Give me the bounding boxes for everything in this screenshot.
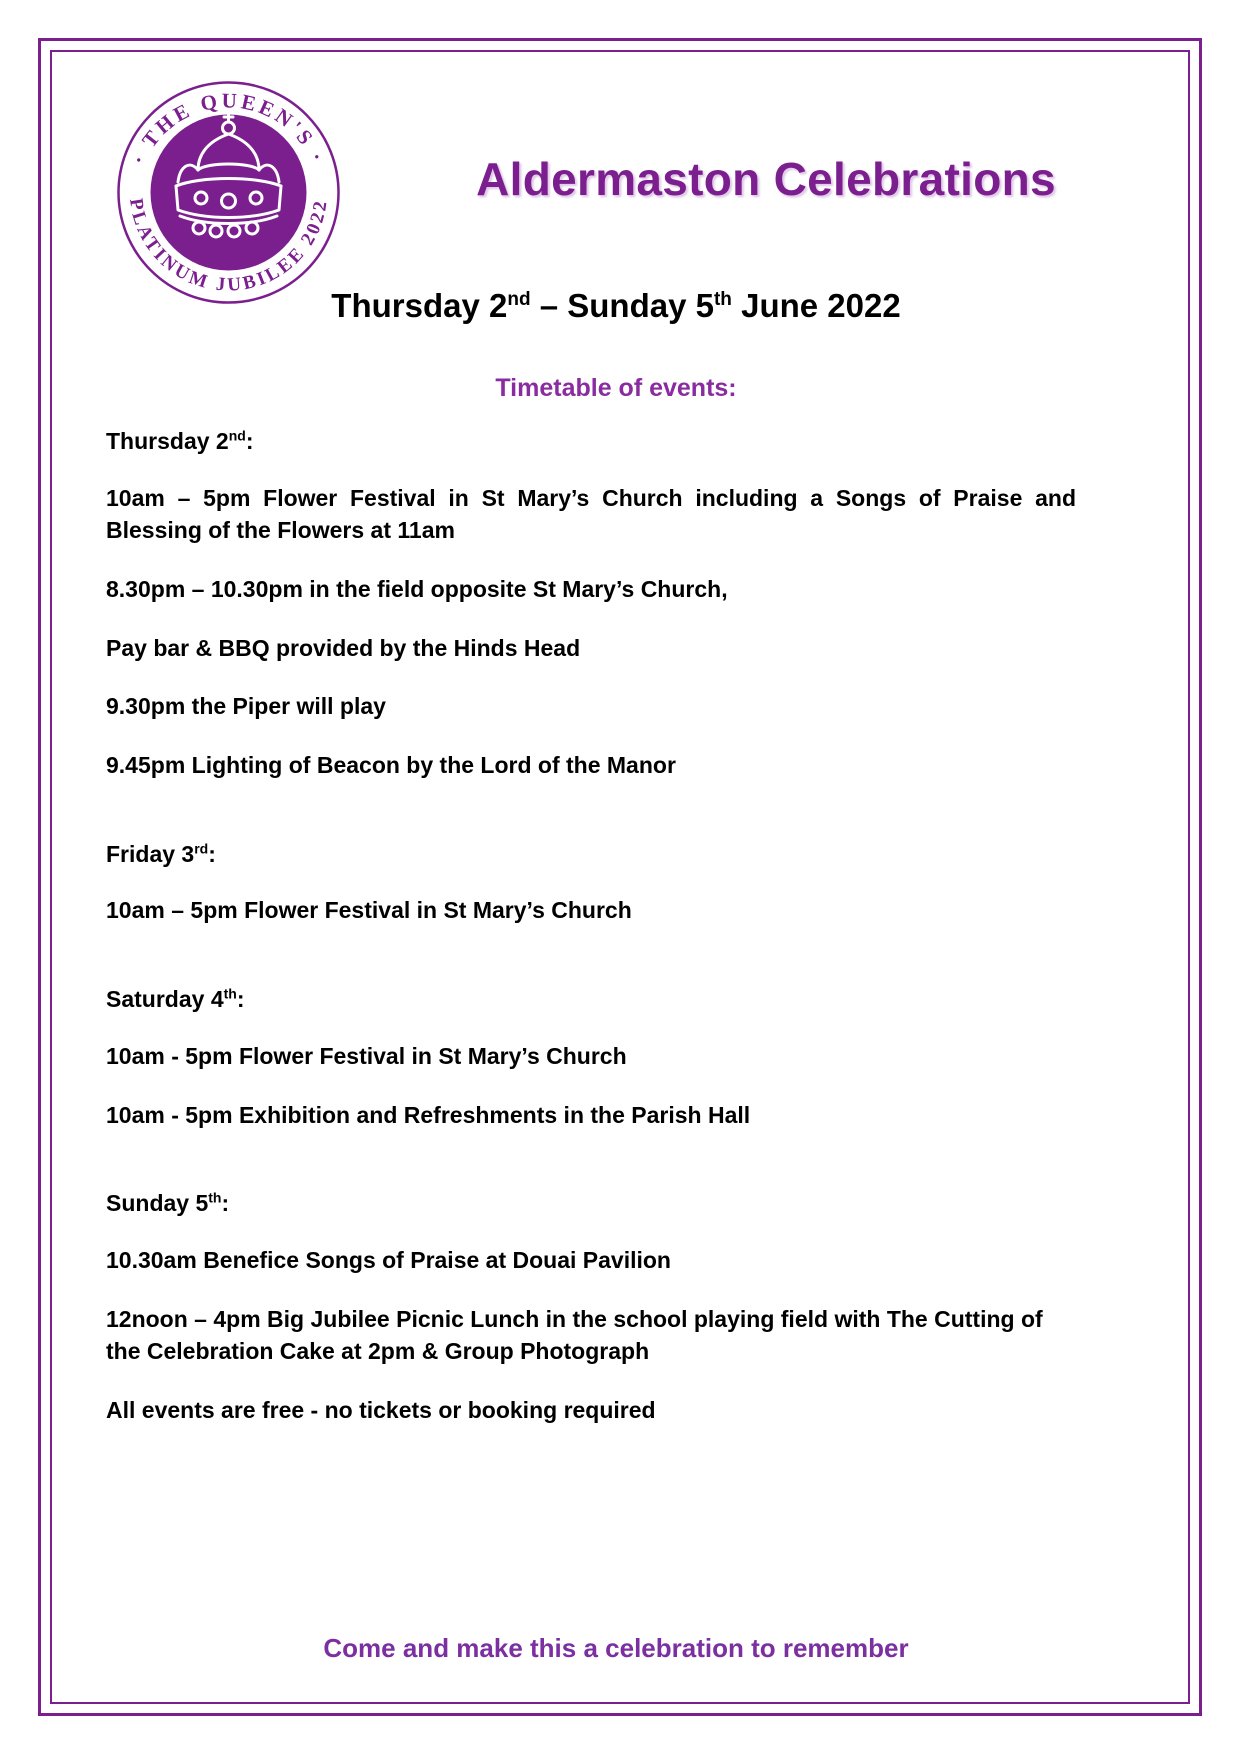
- event-item: 10am - 5pm Flower Festival in St Mary’s Church: [106, 1042, 627, 1069]
- day-colon: :: [221, 1190, 230, 1217]
- day-label: Thursday 2: [106, 428, 229, 454]
- date-range-subtitle: [106, 287, 1126, 325]
- day-label: Friday 3: [106, 840, 195, 867]
- poster-content: [66, 62, 1174, 1692]
- timetable-heading: Timetable of events:: [495, 374, 737, 402]
- event-item: 10am - 5pm Exhibition and Refreshments in the Parish Hall: [106, 1101, 751, 1128]
- event-item: 9.30pm the Piper will play: [106, 693, 386, 720]
- closing-message: Come and make this a celebration to remember: [323, 1633, 909, 1663]
- subtitle-sup-1: nd: [507, 289, 531, 310]
- event-item: 8.30pm – 10.30pm in the field opposite St Mary’s Church,: [106, 576, 728, 603]
- event-item: 12noon – 4pm Big Jubilee Picnic Lunch in the school playing field with The Cutting of the Celebration Cake at 2pm & Group Photograph: [106, 1305, 1043, 1365]
- day-heading-thursday: [106, 427, 1076, 456]
- subtitle-part-1: Thursday 2: [331, 287, 508, 324]
- event-item: 9.45pm Lighting of Beacon by the Lord of the Manor: [106, 752, 676, 779]
- subtitle-part-2: – Sunday 5: [530, 287, 714, 324]
- day-heading-saturday: [106, 985, 1076, 1014]
- jubilee-emblem-icon: [106, 70, 351, 315]
- event-item: All events are free - no tickets or booking required: [106, 1396, 656, 1423]
- day-heading-friday: [106, 840, 1076, 869]
- subtitle-sup-2: th: [713, 289, 732, 310]
- events-list: [106, 427, 1076, 1453]
- event-item: 10.30am Benefice Songs of Praise at Douai Pavilion: [106, 1246, 671, 1273]
- event-item: 10am – 5pm Flower Festival in St Mary’s Church: [106, 897, 632, 924]
- section-gap: [106, 953, 1076, 985]
- day-ordinal: nd: [228, 427, 246, 444]
- day-colon: :: [245, 428, 254, 454]
- event-item: 10am – 5pm Flower Festival in St Mary’s Church including a Songs of Praise and Blessing of the Flowers at 11am: [106, 484, 1076, 544]
- day-ordinal: rd: [194, 840, 209, 857]
- subtitle-part-3: June 2022: [731, 287, 901, 324]
- svg-text:PLATINUM JUBILEE 2022: PLATINUM JUBILEE 2022: [125, 197, 332, 296]
- section-gap: [106, 1157, 1076, 1189]
- event-item: Pay bar & BBQ provided by the Hinds Head: [106, 634, 581, 661]
- day-ordinal: th: [208, 1189, 222, 1206]
- page-title: Aldermaston Celebrations: [476, 153, 1056, 205]
- day-label: Saturday 4: [106, 986, 224, 1013]
- section-gap: [106, 808, 1076, 840]
- day-colon: :: [208, 840, 216, 867]
- day-heading-sunday: [106, 1189, 1076, 1218]
- day-ordinal: th: [223, 985, 237, 1002]
- day-label: Sunday 5: [106, 1190, 209, 1217]
- day-colon: :: [236, 986, 245, 1013]
- svg-text:· THE QUEEN'S ·: · THE QUEEN'S ·: [126, 88, 331, 169]
